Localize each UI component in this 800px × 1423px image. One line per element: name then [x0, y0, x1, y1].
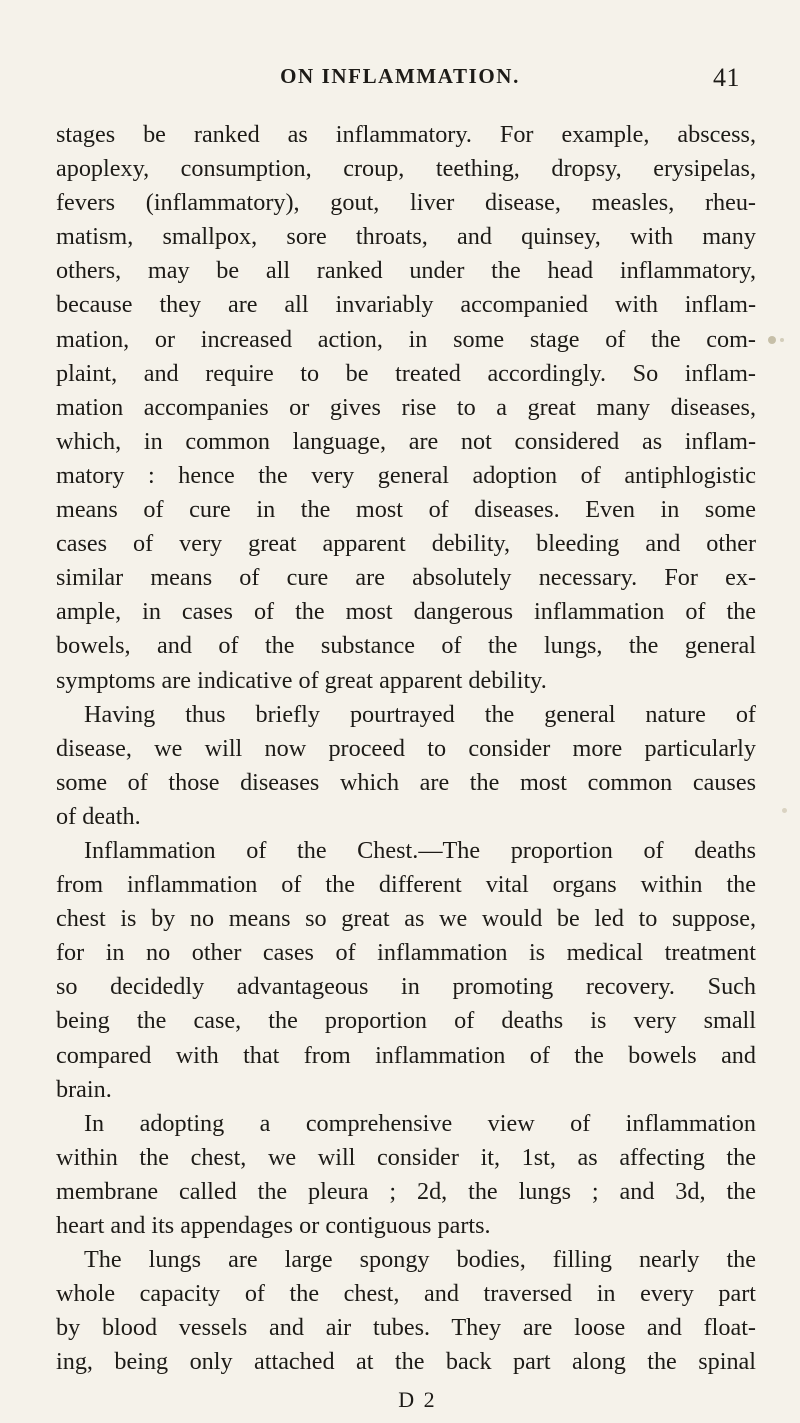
- signature-mark: D 2: [398, 1387, 437, 1412]
- text-line: compared with that from inflammation of the bowels and: [56, 1041, 756, 1069]
- text-line: some of those diseases which are the most common causes: [56, 768, 756, 796]
- text-line: membrane called the pleura ; 2d, the lungs ; and 3d, the: [56, 1177, 756, 1205]
- text-line: others, may be all ranked under the head inflammatory,: [56, 257, 756, 285]
- page-speck: [768, 336, 776, 344]
- text-line: ing, being only attached at the back part along the spinal: [56, 1348, 756, 1376]
- text-line: heart and its appendages or contiguous parts.: [56, 1212, 491, 1239]
- text-line: The lungs are large spongy bodies, filling nearly the: [84, 1246, 756, 1274]
- page-number: 41: [713, 63, 740, 92]
- text-line: brain.: [56, 1075, 112, 1103]
- text-line: cases of very great apparent debility, bleeding and other: [56, 530, 756, 558]
- text-line: symptoms are indicative of great apparent debility.: [56, 666, 547, 694]
- text-line: so decidedly advantageous in promoting recovery. Such: [56, 973, 756, 1001]
- text-line: within the chest, we will consider it, 1st, as affecting the: [56, 1143, 756, 1171]
- text-line: Inflammation of the Chest.—The proportion of deaths: [84, 836, 756, 864]
- text-line: means of cure in the most of diseases. Even in some: [56, 496, 756, 524]
- text-line: mation accompanies or gives rise to a great many diseases,: [56, 393, 756, 421]
- text-line: disease, we will now proceed to consider more particularly: [56, 734, 756, 762]
- text-line: chest is by no means so great as we would be led to suppose,: [56, 905, 756, 933]
- text-line: of death.: [56, 802, 141, 830]
- text-line: mation, or increased action, in some stage of the com-: [56, 325, 756, 353]
- text-line: from inflammation of the different vital organs within the: [56, 871, 756, 899]
- text-line: whole capacity of the chest, and traversed in every part: [56, 1280, 756, 1308]
- page-speck: [780, 338, 784, 342]
- text-line: because they are all invariably accompanied with inflam-: [56, 291, 756, 319]
- text-line: bowels, and of the substance of the lungs, the general: [56, 632, 756, 660]
- text-line: similar means of cure are absolutely necessary. For ex-: [56, 564, 756, 592]
- body-text: [56, 118, 756, 1379]
- page-speck: [782, 808, 787, 813]
- running-head: [56, 64, 744, 102]
- text-line: stages be ranked as inflammatory. For example, abscess,: [56, 121, 756, 148]
- text-line: for in no other cases of inflammation is medical treatment: [56, 939, 756, 967]
- text-line: plaint, and require to be treated accordingly. So inflam-: [56, 359, 756, 387]
- text-line: Having thus briefly pourtrayed the general nature of: [84, 700, 756, 728]
- text-line: matism, smallpox, sore throats, and quinsey, with many: [56, 223, 756, 251]
- text-line: matory : hence the very general adoption of antiphlogistic: [56, 461, 756, 489]
- text-line: In adopting a comprehensive view of inflammation: [84, 1109, 756, 1137]
- text-line: fevers (inflammatory), gout, liver disease, measles, rheu-: [56, 189, 756, 217]
- text-line: apoplexy, consumption, croup, teething, dropsy, erysipelas,: [56, 155, 756, 183]
- running-title: ON INFLAMMATION.: [280, 64, 520, 88]
- text-line: by blood vessels and air tubes. They are loose and float-: [56, 1314, 756, 1342]
- text-line: ample, in cases of the most dangerous inflammation of the: [56, 598, 756, 626]
- text-line: which, in common language, are not considered as inflam-: [56, 427, 756, 455]
- text-line: being the case, the proportion of deaths is very small: [56, 1007, 756, 1035]
